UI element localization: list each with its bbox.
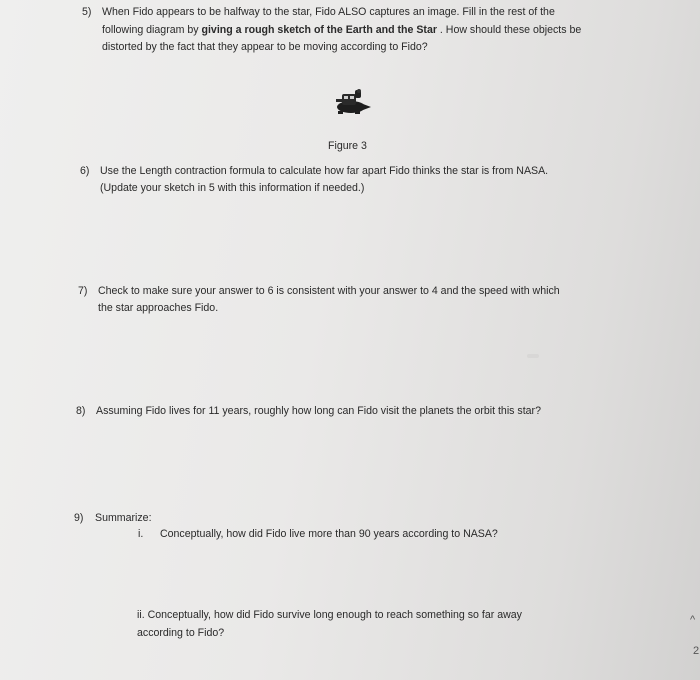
figure-caption: Figure 3 bbox=[328, 140, 367, 152]
question-text-line: When Fido appears to be halfway to the star, Fido ALSO captures an image. Fill in the rest of the bbox=[102, 6, 555, 18]
question-text-line: Check to make sure your answer to 6 is consistent with your answer to 4 and the speed with which bbox=[98, 285, 560, 297]
text-segment: following diagram by bbox=[102, 24, 202, 36]
question-7 bbox=[76, 283, 636, 319]
bold-text-segment: giving a rough sketch of the Earth and the Star bbox=[201, 24, 437, 36]
question-8 bbox=[74, 403, 634, 421]
question-5 bbox=[80, 4, 640, 56]
question-number: 9) bbox=[74, 512, 84, 524]
question-9 bbox=[72, 510, 632, 650]
sub-question-text: Conceptually, how did Fido live more than 90 years according to NASA? bbox=[160, 528, 498, 540]
paper-smudge bbox=[527, 354, 539, 358]
question-number: 6) bbox=[80, 165, 90, 177]
sub-question-text: ii. Conceptually, how did Fido survive long enough to reach something so far away bbox=[137, 609, 522, 621]
question-number: 5) bbox=[82, 6, 92, 18]
text-segment: . How should these objects be bbox=[436, 24, 582, 36]
sub-question-marker: i. bbox=[138, 528, 144, 540]
question-text-line: Assuming Fido lives for 11 years, roughly how long can Fido visit the planets the orbit this star? bbox=[96, 405, 541, 417]
sub-question-text: according to Fido? bbox=[137, 627, 225, 639]
question-text-line: (Update your sketch in 5 with this information if needed.) bbox=[100, 182, 365, 194]
question-label: Summarize: bbox=[95, 512, 152, 524]
question-number: 7) bbox=[78, 285, 88, 297]
question-6 bbox=[78, 163, 638, 199]
dog-in-rocket-icon bbox=[333, 85, 373, 117]
question-text-line: distorted by the fact that they appear to be moving according to Fido? bbox=[102, 41, 428, 53]
question-number: 8) bbox=[76, 405, 86, 417]
question-text-line: Use the Length contraction formula to calculate how far apart Fido thinks the star is from NASA. bbox=[100, 165, 549, 177]
question-text-line: the star approaches Fido. bbox=[98, 302, 219, 314]
edge-page-digit: 2 bbox=[693, 645, 700, 657]
edge-chevron-mark: ^ bbox=[690, 614, 696, 626]
question-text-line bbox=[102, 22, 581, 39]
